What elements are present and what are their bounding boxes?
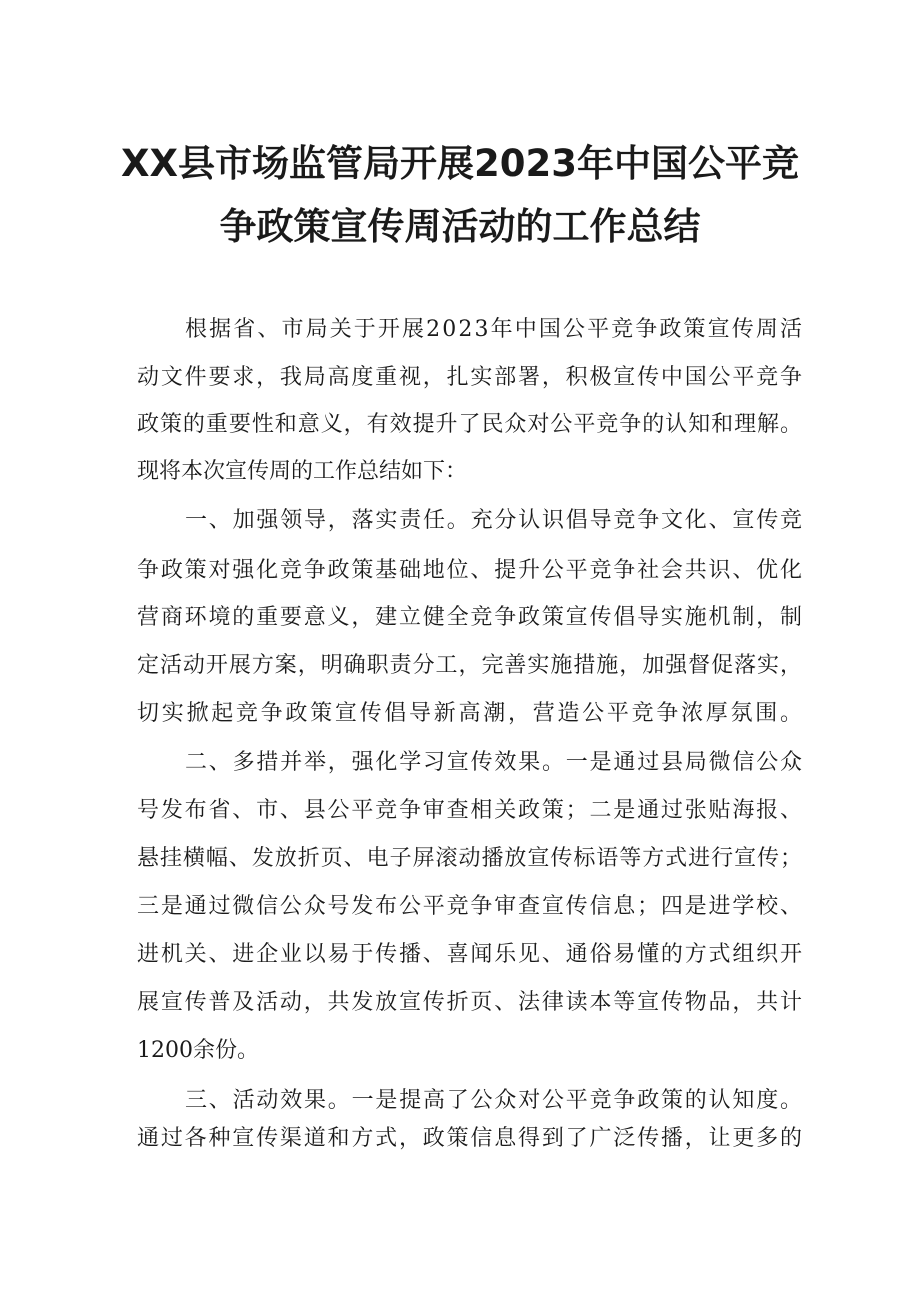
body-line: 定活动开展方案，明确职责分工，完善实施措施，加强督促落实， xyxy=(137,653,803,678)
body-line: 政策的重要性和意义，有效提升了民众对公平竞争的认知和理解。 xyxy=(137,412,803,437)
body-line: 现将本次宣传周的工作总结如下： xyxy=(137,459,468,484)
body-line: 营商环境的重要意义，建立健全竞争政策宣传倡导实施机制，制 xyxy=(137,605,804,630)
body-line: 号发布省、市、县公平竞争审查相关政策；二是通过张贴海报、 xyxy=(137,798,804,823)
body-line: 二、多措并举，强化学习宣传效果。一是通过县局微信公众 xyxy=(185,750,804,775)
body-line: 争政策对强化竞争政策基础地位、提升公平竞争社会共识、优化 xyxy=(137,558,804,583)
body-line: 展宣传普及活动，共发放宣传折页、法律读本等宣传物品，共计 xyxy=(137,990,804,1015)
body-line: 三是通过微信公众号发布公平竞争审查宣传信息；四是进学校、 xyxy=(137,894,804,919)
body-line: 一、加强领导，落实责任。充分认识倡导竞争文化、宣传竞 xyxy=(185,508,804,533)
body-line: 进机关、进企业以易于传播、喜闻乐见、通俗易懂的方式组织开 xyxy=(137,942,804,967)
body-line: 通过各种宣传渠道和方式，政策信息得到了广泛传播，让更多的 xyxy=(137,1126,804,1151)
body-line: 动文件要求，我局高度重视，扎实部署，积极宣传中国公平竞争 xyxy=(137,365,804,390)
body-line: 三、活动效果。一是提高了公众对公平竞争政策的认知度。 xyxy=(185,1088,804,1113)
body-line: 1200余份。 xyxy=(137,1038,259,1063)
body-line: 根据省、市局关于开展2023年中国公平竞争政策宣传周活 xyxy=(185,317,805,342)
document-title-line-1: XX县市场监管局开展2023年中国公平竞 xyxy=(120,142,800,185)
document-title-line-2: 争政策宣传周活动的工作总结 xyxy=(219,205,701,248)
body-line: 切实掀起竞争政策宣传倡导新高潮，营造公平竞争浓厚氛围。 xyxy=(137,701,805,726)
body-line: 悬挂横幅、发放折页、电子屏滚动播放宣传标语等方式进行宣传； xyxy=(137,846,803,871)
